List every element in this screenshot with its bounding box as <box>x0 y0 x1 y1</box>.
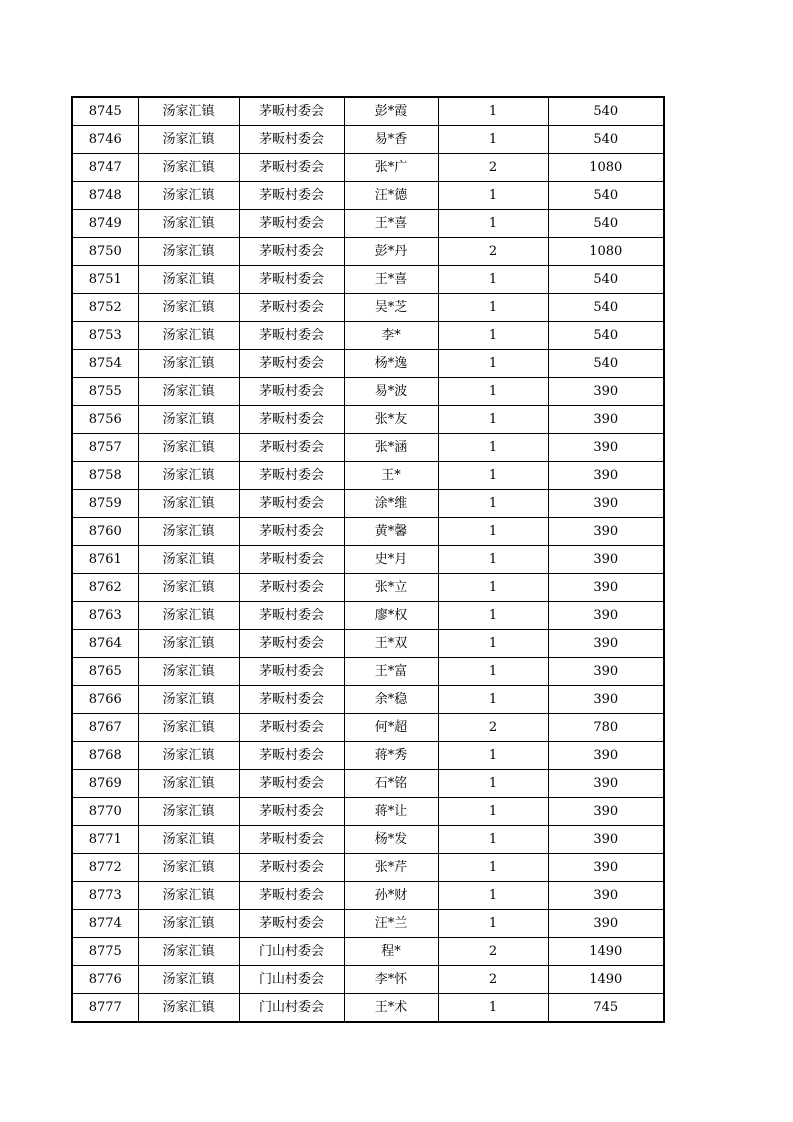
table-row <box>72 546 664 574</box>
table-row <box>72 266 664 294</box>
serial-number-cell: 8767 <box>72 714 138 742</box>
amount-cell: 540 <box>548 210 664 238</box>
name-cell: 蒋*秀 <box>344 742 438 770</box>
serial-number-cell: 8749 <box>72 210 138 238</box>
amount-cell: 390 <box>548 462 664 490</box>
serial-number-cell: 8768 <box>72 742 138 770</box>
amount-cell: 390 <box>548 798 664 826</box>
household-size-cell: 1 <box>438 686 548 714</box>
table-row <box>72 574 664 602</box>
name-cell: 李* <box>344 322 438 350</box>
village-committee-cell: 茅畈村委会 <box>239 658 344 686</box>
name-cell: 张*广 <box>344 154 438 182</box>
household-size-cell: 1 <box>438 630 548 658</box>
village-committee-cell: 茅畈村委会 <box>239 322 344 350</box>
village-committee-cell: 茅畈村委会 <box>239 826 344 854</box>
serial-number-cell: 8762 <box>72 574 138 602</box>
town-cell: 汤家汇镇 <box>138 882 239 910</box>
name-cell: 史*月 <box>344 546 438 574</box>
household-size-cell: 1 <box>438 266 548 294</box>
village-committee-cell: 茅畈村委会 <box>239 910 344 938</box>
town-cell: 汤家汇镇 <box>138 826 239 854</box>
amount-cell: 390 <box>548 686 664 714</box>
amount-cell: 390 <box>548 546 664 574</box>
name-cell: 王*双 <box>344 630 438 658</box>
amount-cell: 1490 <box>548 966 664 994</box>
serial-number-cell: 8761 <box>72 546 138 574</box>
name-cell: 彭*霞 <box>344 97 438 126</box>
table-row <box>72 630 664 658</box>
name-cell: 黄*馨 <box>344 518 438 546</box>
name-cell: 张*涵 <box>344 434 438 462</box>
table-row <box>72 994 664 1023</box>
table-row <box>72 714 664 742</box>
household-size-cell: 1 <box>438 210 548 238</box>
table-row <box>72 910 664 938</box>
town-cell: 汤家汇镇 <box>138 518 239 546</box>
table-row <box>72 938 664 966</box>
town-cell: 汤家汇镇 <box>138 966 239 994</box>
household-size-cell: 2 <box>438 238 548 266</box>
town-cell: 汤家汇镇 <box>138 770 239 798</box>
town-cell: 汤家汇镇 <box>138 97 239 126</box>
amount-cell: 390 <box>548 658 664 686</box>
table-row <box>72 826 664 854</box>
town-cell: 汤家汇镇 <box>138 406 239 434</box>
name-cell: 吴*芝 <box>344 294 438 322</box>
name-cell: 李*怀 <box>344 966 438 994</box>
town-cell: 汤家汇镇 <box>138 630 239 658</box>
village-committee-cell: 茅畈村委会 <box>239 238 344 266</box>
name-cell: 王*富 <box>344 658 438 686</box>
town-cell: 汤家汇镇 <box>138 994 239 1023</box>
town-cell: 汤家汇镇 <box>138 126 239 154</box>
table-row <box>72 462 664 490</box>
table-row <box>72 294 664 322</box>
amount-cell: 390 <box>548 770 664 798</box>
serial-number-cell: 8758 <box>72 462 138 490</box>
village-committee-cell: 茅畈村委会 <box>239 210 344 238</box>
village-committee-cell: 茅畈村委会 <box>239 350 344 378</box>
household-size-cell: 1 <box>438 182 548 210</box>
amount-cell: 390 <box>548 378 664 406</box>
table-row <box>72 966 664 994</box>
name-cell: 汪*兰 <box>344 910 438 938</box>
household-size-cell: 1 <box>438 322 548 350</box>
household-size-cell: 1 <box>438 378 548 406</box>
household-size-cell: 1 <box>438 518 548 546</box>
town-cell: 汤家汇镇 <box>138 322 239 350</box>
village-committee-cell: 茅畈村委会 <box>239 294 344 322</box>
amount-cell: 780 <box>548 714 664 742</box>
household-size-cell: 1 <box>438 490 548 518</box>
serial-number-cell: 8770 <box>72 798 138 826</box>
household-size-cell: 1 <box>438 602 548 630</box>
table-row <box>72 154 664 182</box>
amount-cell: 1080 <box>548 154 664 182</box>
serial-number-cell: 8746 <box>72 126 138 154</box>
serial-number-cell: 8745 <box>72 97 138 126</box>
serial-number-cell: 8757 <box>72 434 138 462</box>
serial-number-cell: 8747 <box>72 154 138 182</box>
village-committee-cell: 茅畈村委会 <box>239 378 344 406</box>
table-body <box>72 97 664 1022</box>
serial-number-cell: 8755 <box>72 378 138 406</box>
town-cell: 汤家汇镇 <box>138 210 239 238</box>
name-cell: 余*稳 <box>344 686 438 714</box>
table-row <box>72 406 664 434</box>
village-committee-cell: 门山村委会 <box>239 994 344 1023</box>
amount-cell: 540 <box>548 97 664 126</box>
village-committee-cell: 茅畈村委会 <box>239 266 344 294</box>
town-cell: 汤家汇镇 <box>138 266 239 294</box>
household-size-cell: 1 <box>438 994 548 1023</box>
serial-number-cell: 8754 <box>72 350 138 378</box>
name-cell: 何*超 <box>344 714 438 742</box>
amount-cell: 390 <box>548 826 664 854</box>
household-size-cell: 1 <box>438 294 548 322</box>
amount-cell: 390 <box>548 490 664 518</box>
town-cell: 汤家汇镇 <box>138 602 239 630</box>
town-cell: 汤家汇镇 <box>138 378 239 406</box>
table-row <box>72 490 664 518</box>
serial-number-cell: 8773 <box>72 882 138 910</box>
serial-number-cell: 8764 <box>72 630 138 658</box>
village-committee-cell: 茅畈村委会 <box>239 518 344 546</box>
household-size-cell: 1 <box>438 406 548 434</box>
table-row <box>72 798 664 826</box>
table-row <box>72 238 664 266</box>
table-row <box>72 770 664 798</box>
name-cell: 杨*发 <box>344 826 438 854</box>
name-cell: 张*芹 <box>344 854 438 882</box>
village-committee-cell: 茅畈村委会 <box>239 434 344 462</box>
village-committee-cell: 茅畈村委会 <box>239 798 344 826</box>
amount-cell: 390 <box>548 518 664 546</box>
town-cell: 汤家汇镇 <box>138 434 239 462</box>
amount-cell: 390 <box>548 742 664 770</box>
town-cell: 汤家汇镇 <box>138 938 239 966</box>
village-committee-cell: 茅畈村委会 <box>239 126 344 154</box>
amount-cell: 540 <box>548 294 664 322</box>
village-committee-cell: 门山村委会 <box>239 938 344 966</box>
town-cell: 汤家汇镇 <box>138 294 239 322</box>
amount-cell: 390 <box>548 574 664 602</box>
serial-number-cell: 8748 <box>72 182 138 210</box>
name-cell: 汪*德 <box>344 182 438 210</box>
amount-cell: 540 <box>548 182 664 210</box>
town-cell: 汤家汇镇 <box>138 854 239 882</box>
household-size-cell: 1 <box>438 658 548 686</box>
amount-cell: 540 <box>548 350 664 378</box>
name-cell: 王*术 <box>344 994 438 1023</box>
household-size-cell: 2 <box>438 938 548 966</box>
household-size-cell: 1 <box>438 126 548 154</box>
name-cell: 杨*逸 <box>344 350 438 378</box>
table-row <box>72 518 664 546</box>
household-size-cell: 1 <box>438 434 548 462</box>
serial-number-cell: 8753 <box>72 322 138 350</box>
serial-number-cell: 8776 <box>72 966 138 994</box>
village-committee-cell: 茅畈村委会 <box>239 182 344 210</box>
serial-number-cell: 8774 <box>72 910 138 938</box>
serial-number-cell: 8759 <box>72 490 138 518</box>
household-size-cell: 1 <box>438 882 548 910</box>
amount-cell: 390 <box>548 406 664 434</box>
name-cell: 王*喜 <box>344 210 438 238</box>
table-row <box>72 97 664 126</box>
household-size-cell: 1 <box>438 770 548 798</box>
name-cell: 易*波 <box>344 378 438 406</box>
village-committee-cell: 茅畈村委会 <box>239 490 344 518</box>
household-size-cell: 2 <box>438 714 548 742</box>
household-size-cell: 1 <box>438 854 548 882</box>
household-size-cell: 2 <box>438 154 548 182</box>
town-cell: 汤家汇镇 <box>138 658 239 686</box>
town-cell: 汤家汇镇 <box>138 742 239 770</box>
table-row <box>72 350 664 378</box>
table-row <box>72 322 664 350</box>
household-size-cell: 1 <box>438 546 548 574</box>
name-cell: 易*香 <box>344 126 438 154</box>
name-cell: 廖*权 <box>344 602 438 630</box>
town-cell: 汤家汇镇 <box>138 350 239 378</box>
town-cell: 汤家汇镇 <box>138 154 239 182</box>
amount-cell: 745 <box>548 994 664 1023</box>
name-cell: 程* <box>344 938 438 966</box>
amount-cell: 390 <box>548 602 664 630</box>
town-cell: 汤家汇镇 <box>138 182 239 210</box>
village-committee-cell: 茅畈村委会 <box>239 154 344 182</box>
serial-number-cell: 8777 <box>72 994 138 1023</box>
table-row <box>72 742 664 770</box>
data-table <box>71 96 665 1023</box>
name-cell: 孙*财 <box>344 882 438 910</box>
serial-number-cell: 8751 <box>72 266 138 294</box>
name-cell: 石*铭 <box>344 770 438 798</box>
town-cell: 汤家汇镇 <box>138 574 239 602</box>
table-row <box>72 854 664 882</box>
serial-number-cell: 8760 <box>72 518 138 546</box>
serial-number-cell: 8756 <box>72 406 138 434</box>
town-cell: 汤家汇镇 <box>138 910 239 938</box>
amount-cell: 390 <box>548 630 664 658</box>
serial-number-cell: 8772 <box>72 854 138 882</box>
household-size-cell: 2 <box>438 966 548 994</box>
table-row <box>72 882 664 910</box>
village-committee-cell: 茅畈村委会 <box>239 714 344 742</box>
table-row <box>72 378 664 406</box>
household-size-cell: 1 <box>438 910 548 938</box>
amount-cell: 390 <box>548 910 664 938</box>
serial-number-cell: 8775 <box>72 938 138 966</box>
table-row <box>72 210 664 238</box>
village-committee-cell: 茅畈村委会 <box>239 854 344 882</box>
table-row <box>72 658 664 686</box>
serial-number-cell: 8752 <box>72 294 138 322</box>
town-cell: 汤家汇镇 <box>138 462 239 490</box>
village-committee-cell: 茅畈村委会 <box>239 882 344 910</box>
town-cell: 汤家汇镇 <box>138 490 239 518</box>
village-committee-cell: 茅畈村委会 <box>239 602 344 630</box>
village-committee-cell: 茅畈村委会 <box>239 770 344 798</box>
town-cell: 汤家汇镇 <box>138 238 239 266</box>
amount-cell: 540 <box>548 322 664 350</box>
serial-number-cell: 8771 <box>72 826 138 854</box>
serial-number-cell: 8769 <box>72 770 138 798</box>
household-size-cell: 1 <box>438 826 548 854</box>
amount-cell: 390 <box>548 434 664 462</box>
amount-cell: 390 <box>548 882 664 910</box>
table-row <box>72 434 664 462</box>
name-cell: 蒋*让 <box>344 798 438 826</box>
village-committee-cell: 茅畈村委会 <box>239 406 344 434</box>
table-row <box>72 182 664 210</box>
serial-number-cell: 8750 <box>72 238 138 266</box>
town-cell: 汤家汇镇 <box>138 714 239 742</box>
village-committee-cell: 茅畈村委会 <box>239 742 344 770</box>
village-committee-cell: 茅畈村委会 <box>239 630 344 658</box>
village-committee-cell: 茅畈村委会 <box>239 546 344 574</box>
serial-number-cell: 8763 <box>72 602 138 630</box>
name-cell: 王* <box>344 462 438 490</box>
town-cell: 汤家汇镇 <box>138 546 239 574</box>
serial-number-cell: 8766 <box>72 686 138 714</box>
table-row <box>72 686 664 714</box>
table-row <box>72 126 664 154</box>
amount-cell: 1080 <box>548 238 664 266</box>
amount-cell: 540 <box>548 126 664 154</box>
village-committee-cell: 茅畈村委会 <box>239 686 344 714</box>
household-size-cell: 1 <box>438 97 548 126</box>
household-size-cell: 1 <box>438 574 548 602</box>
household-size-cell: 1 <box>438 350 548 378</box>
village-committee-cell: 门山村委会 <box>239 966 344 994</box>
name-cell: 张*友 <box>344 406 438 434</box>
amount-cell: 1490 <box>548 938 664 966</box>
village-committee-cell: 茅畈村委会 <box>239 97 344 126</box>
village-committee-cell: 茅畈村委会 <box>239 574 344 602</box>
household-size-cell: 1 <box>438 742 548 770</box>
table-row <box>72 602 664 630</box>
household-size-cell: 1 <box>438 462 548 490</box>
household-size-cell: 1 <box>438 798 548 826</box>
name-cell: 彭*丹 <box>344 238 438 266</box>
town-cell: 汤家汇镇 <box>138 798 239 826</box>
amount-cell: 540 <box>548 266 664 294</box>
name-cell: 王*喜 <box>344 266 438 294</box>
amount-cell: 390 <box>548 854 664 882</box>
village-committee-cell: 茅畈村委会 <box>239 462 344 490</box>
serial-number-cell: 8765 <box>72 658 138 686</box>
name-cell: 张*立 <box>344 574 438 602</box>
town-cell: 汤家汇镇 <box>138 686 239 714</box>
name-cell: 涂*维 <box>344 490 438 518</box>
